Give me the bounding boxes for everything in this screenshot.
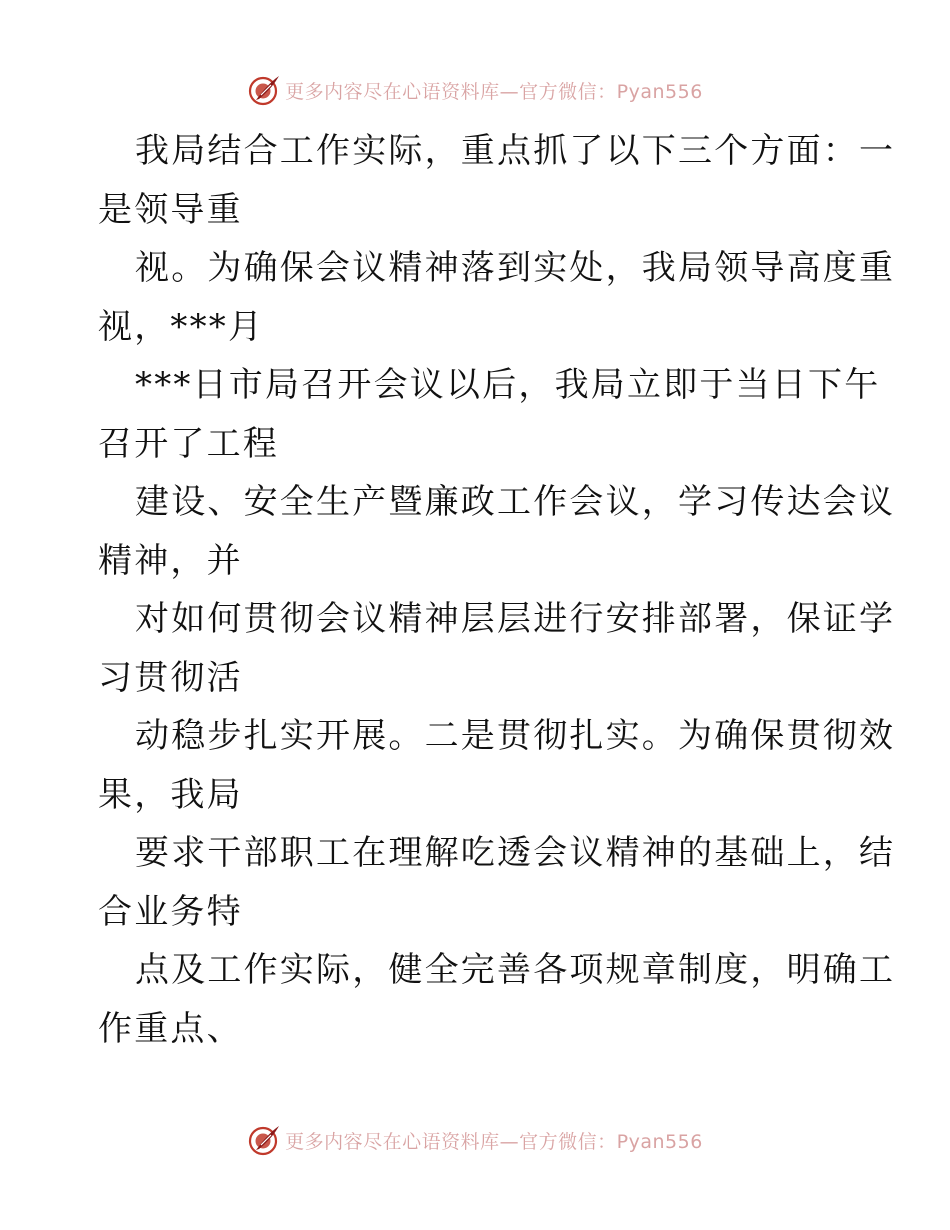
- document-body: [98, 122, 896, 1058]
- body-line: 对如何贯彻会议精神层层进行安排部署，保证学: [135, 599, 896, 639]
- body-line: 视。为确保会议精神落到实处，我局领导高度重: [135, 248, 896, 288]
- body-line: ***日市局召开会议以后，我局立即于当日下午: [135, 365, 881, 405]
- body-line: 动稳步扎实开展。二是贯彻扎实。为确保贯彻效: [135, 716, 896, 756]
- body-line: 合业务特: [98, 891, 243, 932]
- body-line: 果，我局: [98, 774, 243, 815]
- body-line: 作重点、: [98, 1008, 243, 1049]
- body-line: 精神，并: [98, 540, 243, 581]
- body-line: 我局结合工作实际，重点抓了以下三个方面：一: [135, 131, 896, 171]
- body-line: 建设、安全生产暨廉政工作会议，学习传达会议: [135, 482, 896, 522]
- body-line: 要求干部职工在理解吃透会议精神的基础上，结: [135, 833, 896, 873]
- body-line: 点及工作实际，健全完善各项规章制度，明确工: [135, 950, 896, 990]
- quill-pen-logo-icon: [247, 73, 281, 107]
- footer-banner: [0, 1120, 950, 1160]
- header-banner: [0, 70, 950, 110]
- banner-text: 更多内容尽在心语资料库—官方微信：Pyan556: [285, 80, 703, 103]
- body-line: 召开了工程: [98, 423, 279, 464]
- body-line: 视，***月: [98, 306, 265, 347]
- banner-text: 更多内容尽在心语资料库—官方微信：Pyan556: [285, 1130, 703, 1153]
- body-line: 习贯彻活: [98, 657, 243, 698]
- quill-pen-logo-icon: [247, 1123, 281, 1157]
- body-line: 是领导重: [98, 189, 243, 230]
